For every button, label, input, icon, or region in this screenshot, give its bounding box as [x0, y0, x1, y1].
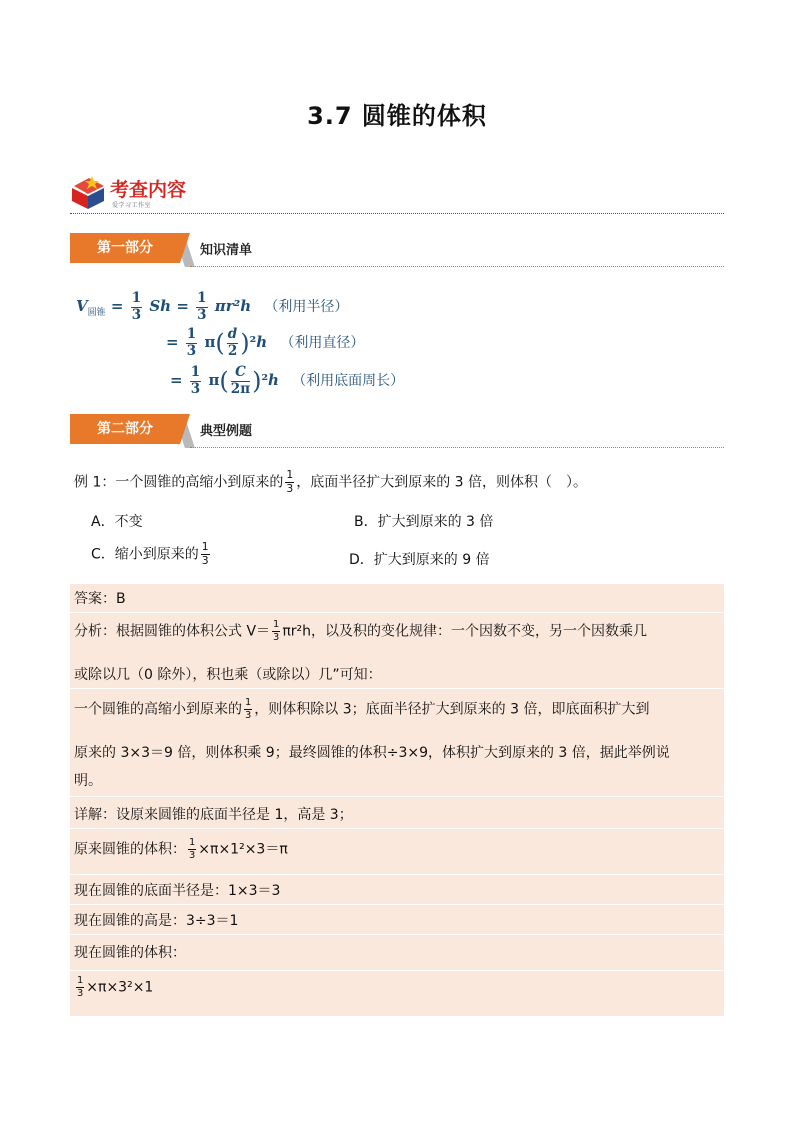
analysis-line: 或除以几（0 除外），积也乘（或除以）几”可知： [74, 667, 382, 683]
fraction: $\frac{1}{3}$ [245, 697, 252, 721]
question-stem: 例 1：一个圆锥的高缩小到原来的 $\frac{1}{3}$ ，底面半径扩大到原来的 3 倍，则体积（ ）。 [74, 468, 588, 495]
detail-line: 原来圆锥的体积： $\frac{1}{3}$ ×π×1²×3＝π [74, 837, 288, 861]
fraction: $\frac{1}{3}$ [77, 975, 84, 999]
fraction: $\frac{1}{3}$ [273, 619, 280, 643]
book-logo-icon [70, 174, 108, 210]
formula-note: （利用底面周长） [292, 373, 405, 389]
brand-badge [70, 174, 230, 210]
answer-line: 答案：B [74, 591, 126, 607]
fraction: $\frac{1}{3}$ [186, 326, 197, 359]
fraction: $\frac{1}{3}$ [286, 468, 294, 495]
brand-name: 考查内容 [110, 179, 187, 201]
divider [70, 213, 724, 214]
fraction: $\frac{1}{3}$ [201, 540, 209, 567]
fraction: $\frac{1}{3}$ [190, 364, 201, 397]
analysis-line: 分析：根据圆锥的体积公式 V＝ $\frac{1}{3}$ πr²h，以及积的变化规律：一个因数不变，另一个因数乘几 [74, 619, 647, 643]
detail-line: 详解：设原来圆锥的底面半径是 1，高是 3； [74, 807, 353, 823]
section-label: 知识清单 [200, 243, 253, 258]
section-tab: 第二部分 [70, 414, 180, 444]
formula-line-1: $V_{圆锥}$ = $\frac{1}{3}$ Sh = $\frac{1}{3}$ πr²h （利用半径） [76, 290, 349, 323]
analysis-line: 明。 [74, 773, 102, 789]
option-d: D．扩大到原来的 9 倍 [349, 552, 490, 568]
page-title: 3.7 圆锥的体积 [307, 102, 487, 130]
formula-line-2: = $\frac{1}{3}$ π( $\frac{d}{2}$ )²h （利用直径） [166, 326, 365, 359]
fraction: $\frac{1}{3}$ [189, 837, 196, 861]
detail-line: 现在圆锥的底面半径是：1×3＝3 [74, 883, 281, 899]
section-tab: 第一部分 [70, 233, 180, 263]
option-b: B．扩大到原来的 3 倍 [354, 514, 494, 530]
fraction: $\frac{1}{3}$ [197, 290, 207, 323]
analysis-line: 原来的 3×3＝9 倍，则体积乘 9；最终圆锥的体积÷3×9，体积扩大到原来的 3 倍，据此举例说 [74, 745, 670, 761]
analysis-line: 一个圆锥的高缩小到原来的 $\frac{1}{3}$ ，则体积除以 3；底面半径扩大到原来的 3 倍，即底面积扩大到 [74, 697, 650, 721]
section-header-knowledge [70, 233, 724, 267]
formula-line-3: = $\frac{1}{3}$ π( $\frac{C}{2\pi}$ )²h （利用底面周长） [170, 364, 405, 397]
formula-note: （利用半径） [264, 299, 349, 315]
fraction: $\frac{C}{2\pi}$ [230, 364, 251, 397]
section-header-examples [70, 414, 724, 448]
option-a: A．不变 [91, 514, 143, 530]
fraction: $\frac{d}{2}$ [227, 326, 238, 359]
answer-box [70, 584, 724, 1016]
formula-note: （利用直径） [280, 335, 365, 351]
section-label: 典型例题 [200, 424, 253, 439]
brand-subtitle: 爱学习工作室 [112, 202, 152, 209]
detail-line: 现在圆锥的高是：3÷3＝1 [74, 913, 239, 929]
option-c: C．缩小到原来的 $\frac{1}{3}$ [91, 540, 209, 567]
detail-line: $\frac{1}{3}$ ×π×3²×1 [77, 975, 154, 999]
fraction: $\frac{1}{3}$ [131, 290, 142, 323]
detail-line: 现在圆锥的体积： [74, 945, 186, 961]
